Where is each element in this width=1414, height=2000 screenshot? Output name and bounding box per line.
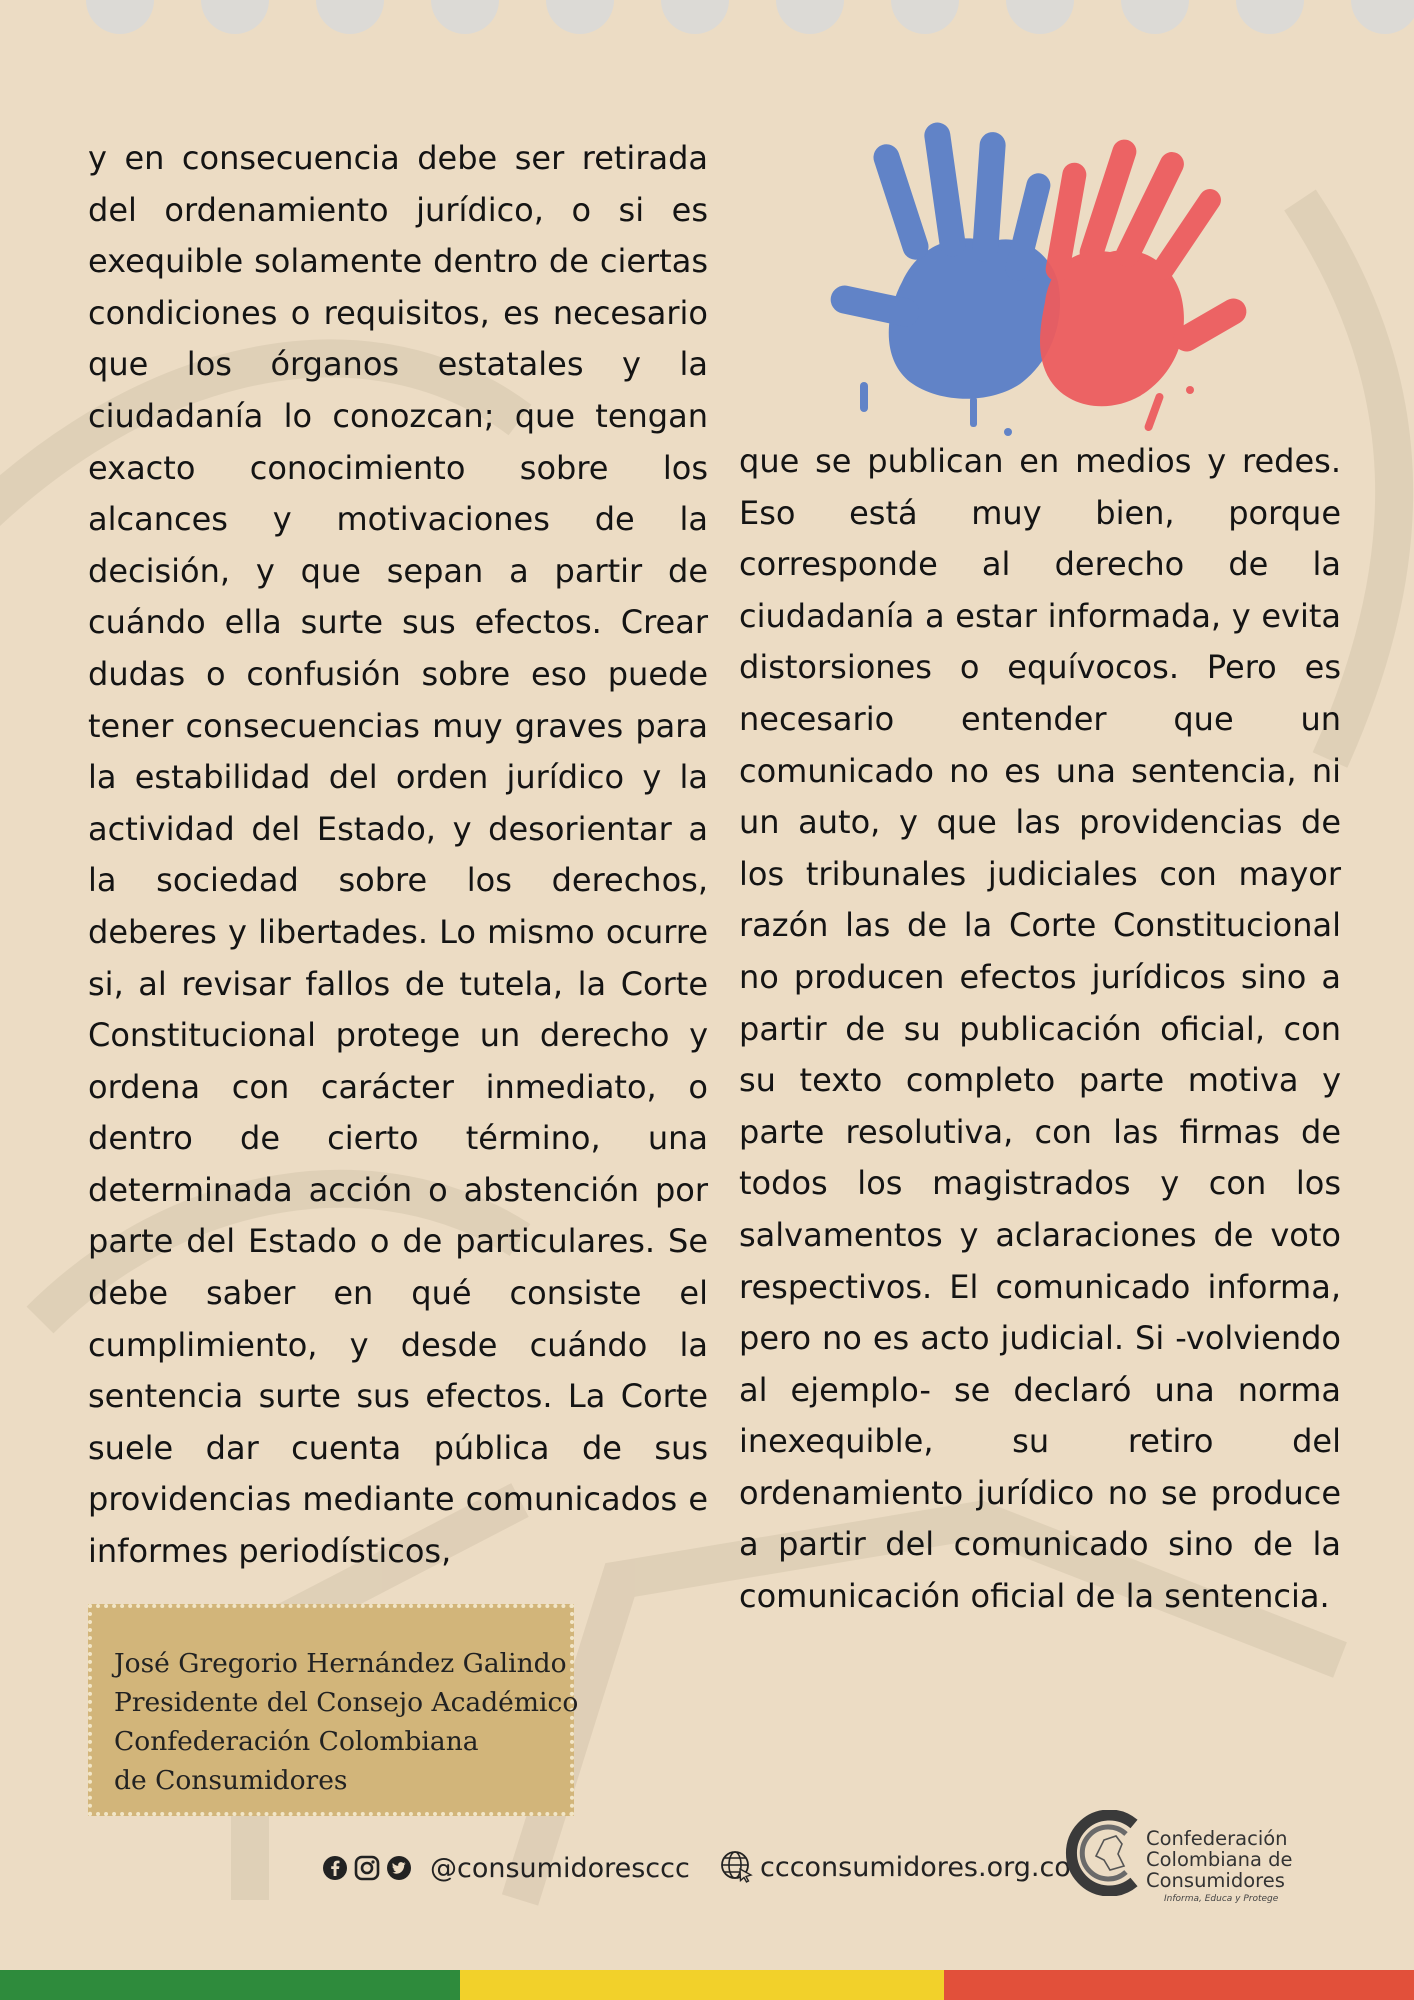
stripe-green	[0, 1970, 460, 2000]
logo-line2: Colombiana de	[1146, 1848, 1293, 1871]
logo-text	[1146, 1828, 1293, 1891]
globe-cursor-icon	[720, 1850, 754, 1884]
author-org-line2: de Consumidores	[114, 1765, 348, 1796]
stripe-yellow	[460, 1970, 944, 2000]
author-org-line1: Confederación Colombiana	[114, 1726, 479, 1757]
website-footer	[720, 1848, 1071, 1886]
organization-logo	[1064, 1808, 1364, 1908]
article-right-column: que se publican en medios y redes. Eso está muy bien, porque corresponde al derecho de la ciudadanía a estar informada, y evita distorsiones o equívocos. Pero es necesario entender que un comunicado no es una sentencia, ni un auto, y que las providencias de los tribunales judiciales con mayor razón las de la Corte Constitucional no producen efectos jurídicos sino a partir de su publicación oficial, con su texto completo parte motiva y parte resolutiva, con las firmas de todos los magistrados y con los salvamentos y aclaraciones de voto respectivos. El comunicado informa, pero no es acto judicial. Si -volviendo al ejemplo- se declaró una norma inexequible, su retiro del ordenamiento jurídico no se produce a partir del comunicado sino de la comunicación oficial de la sentencia.	[739, 442, 1341, 1616]
blue-handprint	[828, 121, 1060, 436]
handprints-illustration	[820, 112, 1280, 452]
logo-line3: Consumidores	[1146, 1869, 1285, 1892]
logo-line1: Confederación	[1146, 1827, 1288, 1850]
author-box	[88, 1604, 579, 1816]
twitter-icon[interactable]	[386, 1855, 412, 1881]
logo-mark-icon	[1064, 1810, 1150, 1896]
instagram-icon[interactable]	[354, 1855, 380, 1881]
red-handprint	[1040, 136, 1251, 432]
article-left-column: y en consecuencia debe ser retirada del ordenamiento jurídico, o si es exequible solamente dentro de ciertas condiciones o requisitos, es necesario que los órganos estatales y la ciudadanía lo conozcan; que tengan exacto conocimiento sobre los alcances y motivaciones de la decisión, y que sepan a partir de cuándo ella surte sus efectos. Crear dudas o confusión sobre eso puede tener consecuencias muy graves para la estabilidad del orden jurídico y la actividad del Estado, y desorientar a la sociedad sobre los derechos, deberes y libertades. Lo mismo ocurre si, al revisar fallos de tutela, la Corte Constitucional protege un derecho y ordena con carácter inmediato, o dentro de cierto término, una determinada acción o abstención por parte del Estado o de particulares. Se debe saber en qué consiste el cumplimiento, y desde cuándo la sentencia surte sus efectos. La Corte suele dar cuenta pública de sus providencias mediante comunicados e informes periodísticos,	[88, 139, 708, 1571]
author-role: Presidente del Consejo Académico	[114, 1687, 579, 1718]
website-link[interactable]: ccconsumidores.org.co	[760, 1851, 1071, 1883]
social-footer	[322, 1851, 690, 1885]
author-name: José Gregorio Hernández Galindo	[114, 1648, 567, 1679]
logo-tagline: Informa, Educa y Protege	[1164, 1894, 1279, 1904]
social-handle[interactable]: @consumidoresccc	[430, 1852, 690, 1884]
top-dots-decoration	[0, 0, 1414, 60]
stripe-red	[944, 1970, 1414, 2000]
facebook-icon[interactable]	[322, 1855, 348, 1881]
